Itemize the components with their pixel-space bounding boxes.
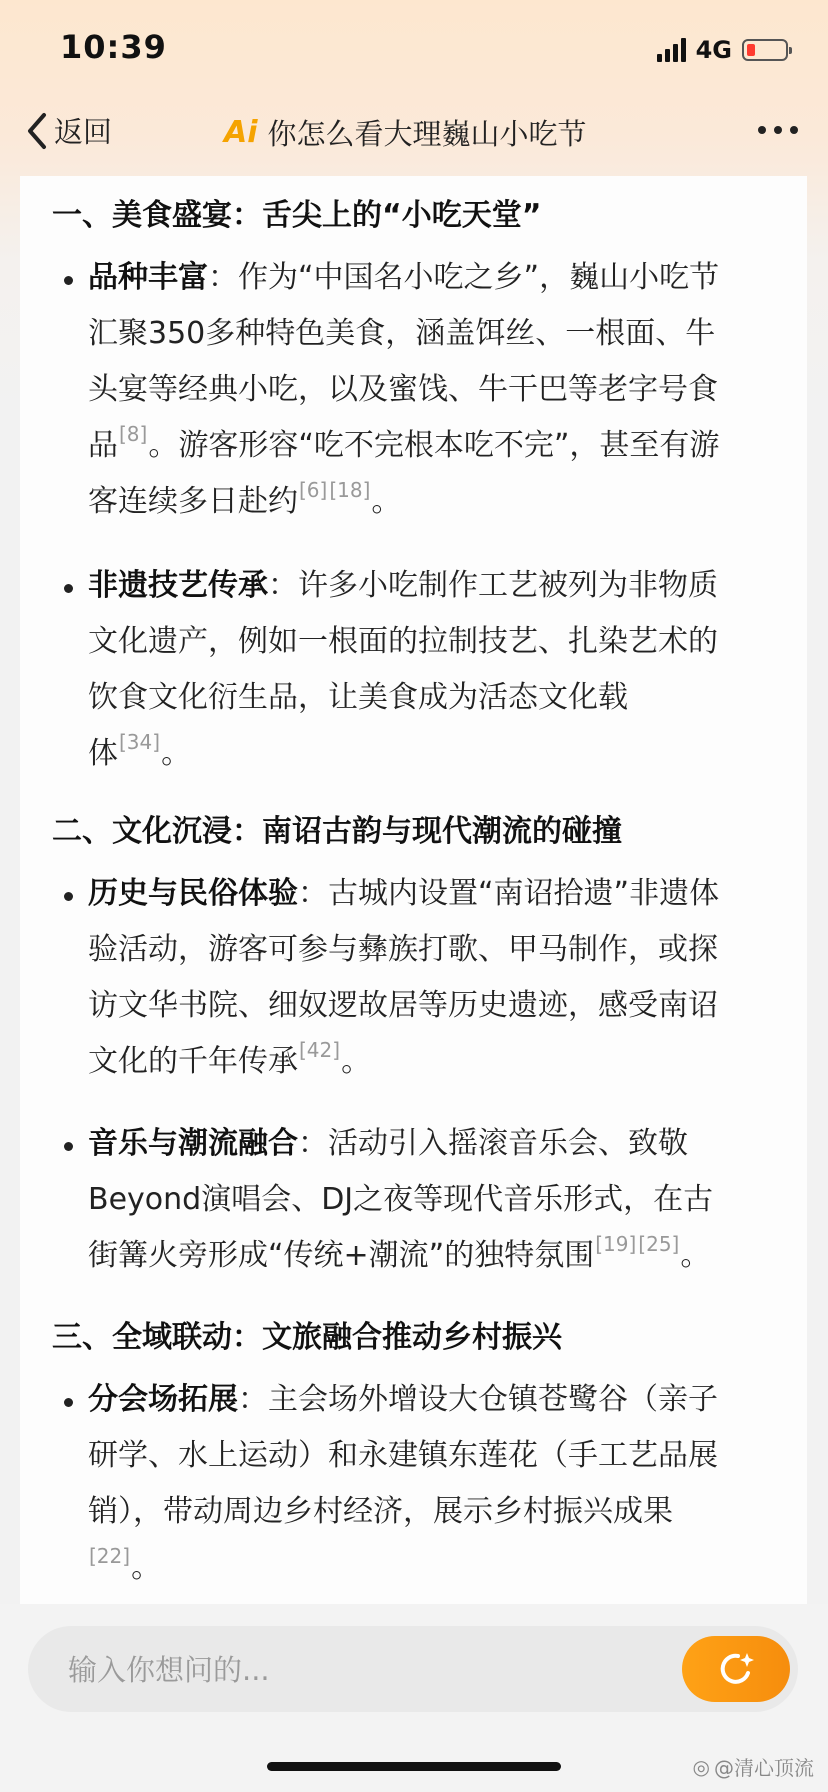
- section-heading-culture: 二、文化沉浸：南诏古韵与现代潮流的碰撞: [52, 814, 622, 849]
- citation-link[interactable]: [42]: [299, 1038, 341, 1062]
- paragraph-line: 品种丰富：作为“中国名小吃之乡”，巍山小吃节: [88, 260, 720, 295]
- citation-link[interactable]: [6]: [299, 478, 328, 502]
- status-time: 10:39: [60, 28, 167, 66]
- bullet-icon: [64, 276, 73, 285]
- bullet-label: 历史与民俗体验: [88, 876, 298, 911]
- status-bar: [0, 0, 828, 100]
- more-options-button[interactable]: [758, 126, 798, 134]
- paragraph-line: 验活动，游客可参与彝族打歌、甲马制作，或探: [88, 932, 718, 967]
- paragraph-line: Beyond演唱会、DJ之夜等现代音乐形式，在古: [88, 1182, 714, 1217]
- bullet-label: 非遗技艺传承: [88, 568, 268, 603]
- bullet-icon: [64, 892, 73, 901]
- paragraph-line: [22]。: [89, 1544, 162, 1585]
- nav-bar: [0, 100, 828, 170]
- back-label: 返回: [54, 115, 113, 149]
- citation-link[interactable]: [19]: [595, 1232, 637, 1256]
- paragraph-line: 体[34]。: [88, 730, 192, 771]
- bullet-icon: [64, 1398, 73, 1407]
- ai-logo-icon: Ai: [224, 115, 258, 150]
- paragraph-line: 汇聚350多种特色美食，涵盖饵丝、一根面、牛: [88, 316, 716, 351]
- status-indicators: [657, 36, 788, 64]
- back-button[interactable]: [24, 110, 112, 151]
- dot-icon: [774, 126, 782, 134]
- sparkle-send-icon: [714, 1647, 758, 1691]
- watermark: [693, 1752, 814, 1781]
- nav-title-group: [224, 112, 587, 153]
- paragraph-line: 文化的千年传承[42]。: [88, 1038, 372, 1079]
- network-type: 4G: [695, 36, 732, 64]
- paragraph-line: 文化遗产，例如一根面的拉制技艺、扎染艺术的: [88, 624, 718, 659]
- paragraph-line: 访文华书院、细奴逻故居等历史遗迹，感受南诏: [88, 988, 718, 1023]
- send-button[interactable]: [682, 1636, 790, 1702]
- section-heading-linkage: 三、全域联动：文旅融合推动乡村振兴: [52, 1320, 562, 1355]
- paragraph-line: 客连续多日赴约[6] [18]。: [88, 478, 402, 519]
- question-input[interactable]: [66, 1644, 670, 1696]
- bullet-icon: [64, 584, 73, 593]
- page-title: 你怎么看大理巍山小吃节: [267, 117, 587, 151]
- paragraph-line: 销），带动周边乡村经济，展示乡村振兴成果: [88, 1494, 673, 1529]
- bullet-label: 分会场拓展: [88, 1382, 238, 1417]
- paragraph-line: 分会场拓展：主会场外增设大仓镇苍鹭谷（亲子: [88, 1382, 718, 1417]
- answer-content: [20, 176, 807, 1604]
- dot-icon: [790, 126, 798, 134]
- section-heading-food: 一、美食盛宴：舌尖上的“小吃天堂”: [52, 198, 542, 233]
- paragraph-line: 非遗技艺传承：许多小吃制作工艺被列为非物质: [88, 568, 718, 603]
- cellular-signal-icon: [657, 38, 686, 62]
- paragraph-line: 历史与民俗体验：古城内设置“南诏拾遗”非遗体: [88, 876, 720, 911]
- chevron-left-icon: [24, 111, 50, 151]
- watermark-text: @清心顶流: [714, 1756, 814, 1780]
- citation-link[interactable]: [18]: [329, 478, 371, 502]
- home-indicator[interactable]: [267, 1762, 561, 1771]
- paragraph-line: 头宴等经典小吃，以及蜜饯、牛干巴等老字号食: [88, 372, 718, 407]
- citation-link[interactable]: [8]: [119, 422, 148, 446]
- bullet-label: 音乐与潮流融合: [88, 1126, 298, 1161]
- dot-icon: [758, 126, 766, 134]
- bullet-label: 品种丰富: [88, 260, 208, 295]
- citation-link[interactable]: [25]: [638, 1232, 680, 1256]
- paragraph-line: 街篝火旁形成“传统+潮流”的独特氛围[19] [25]。: [88, 1232, 711, 1273]
- citation-link[interactable]: [22]: [89, 1544, 131, 1568]
- paragraph-line: 饮食文化衍生品，让美食成为活态文化载: [88, 680, 628, 715]
- bullet-icon: [64, 1142, 73, 1151]
- paragraph-line: 品[8]。游客形容“吃不完根本吃不完”，甚至有游: [88, 422, 720, 463]
- citation-link[interactable]: [34]: [119, 730, 161, 754]
- question-input-box: [28, 1626, 798, 1712]
- battery-icon: [742, 39, 788, 61]
- paragraph-line: 音乐与潮流融合：活动引入摇滚音乐会、致敬: [88, 1126, 688, 1161]
- paragraph-line: 研学、水上运动）和永建镇东莲花（手工艺品展: [88, 1438, 718, 1473]
- weibo-logo-icon: ◎: [692, 1754, 710, 1779]
